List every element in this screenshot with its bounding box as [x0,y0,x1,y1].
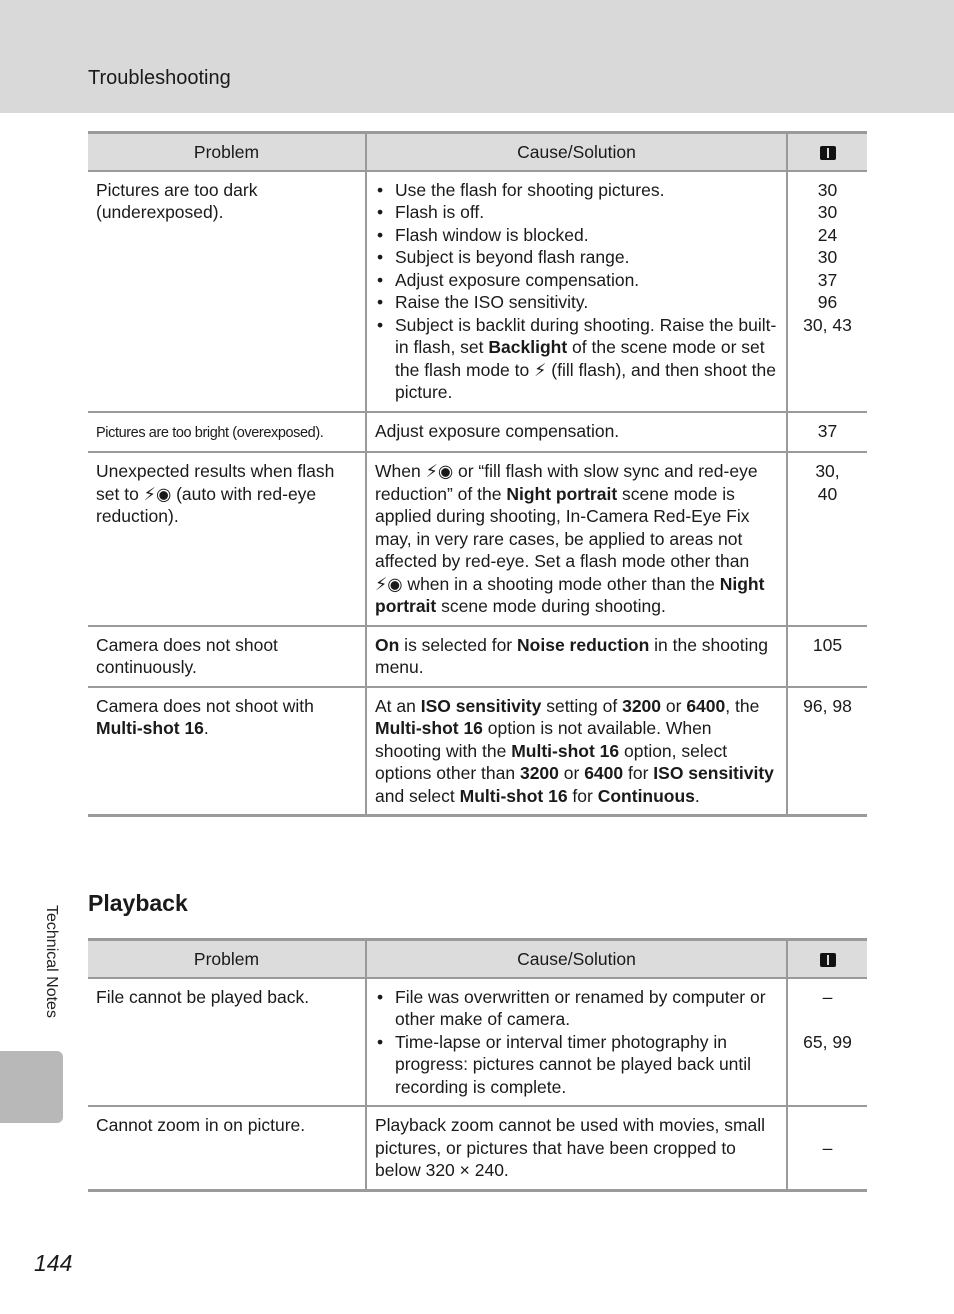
section-title-playback: Playback [88,890,188,916]
page-ref [796,1008,859,1031]
side-thumb-tab [0,1051,63,1123]
problem-cell: Pictures are too dark (underexposed). [88,171,366,412]
cause-cell [366,171,787,412]
table-row [88,978,867,1107]
auto-redeye-flash-icon: ⚡◉ [375,573,403,594]
fill-flash-icon: ⚡ [534,359,547,380]
list-item: • Subject is backlit during shooting. Raise the built-in flash, set Backlight of the scene mode or set the flash mode to ⚡ (fill flash), and then shoot the picture. [375,314,778,404]
page-ref: – [822,986,833,1007]
flash-troubleshooting-table [88,131,867,817]
page-ref: 24 [817,224,838,245]
book-icon [819,951,837,969]
cause-cell: At an ISO sensitivity setting of 3200 or 6400, the Multi-shot 16 option is not available. When shooting with the Multi-shot 16 option, select options other than 3200 or 6400 for ISO sensitivity and select Multi-shot 16 for Continuous. [366,687,787,816]
list-item: • Adjust exposure compensation. [375,269,778,292]
cause-cell: Adjust exposure compensation. [366,412,787,453]
header-band [0,0,954,113]
table-row [88,687,867,816]
cause-cell: On is selected for Noise reduction in the shooting menu. [366,626,787,687]
col-problem-header: Problem [88,133,366,171]
auto-redeye-flash-icon: ⚡◉ [143,483,172,504]
table-header-row [88,133,867,171]
page-ref: 37 [817,269,838,290]
list-item: • File was overwritten or renamed by computer or other make of camera. [375,986,778,1031]
list-item: • Flash window is blocked. [375,224,778,247]
page-ref-cell: 37 [787,412,867,453]
page-ref: 96 [817,292,838,312]
page-ref-cell: 96, 98 [787,687,867,816]
table-row [88,452,867,626]
side-section-label: Technical Notes [43,905,60,1018]
page-ref-cell: – [787,1106,867,1190]
page-ref: 40 [817,483,838,504]
problem-cell: File cannot be played back. [88,978,366,1107]
page-ref: 30, [815,461,840,481]
col-page-header [787,940,867,978]
col-problem-header: Problem [88,940,366,978]
table-row [88,1106,867,1190]
page-ref: 30 [817,202,838,222]
page-ref-cell: 105 [787,626,867,687]
list-item: • Raise the ISO sensitivity. [375,291,778,314]
page-ref-cell [787,978,867,1107]
page-ref-cell [787,171,867,412]
problem-cell: Cannot zoom in on picture. [88,1106,366,1190]
cause-cell: Playback zoom cannot be used with movies, small pictures, or pictures that have been cropped to below 320 × 240. [366,1106,787,1190]
page-ref: 30 [817,179,838,200]
list-item: • Subject is beyond flash range. [375,246,778,269]
problem-cell: Unexpected results when flash set to ⚡◉ (auto with red-eye reduction). [88,452,366,626]
list-item: • Use the flash for shooting pictures. [375,179,778,202]
playback-troubleshooting-table [88,938,867,1192]
col-cause-header: Cause/Solution [366,940,787,978]
table-header-row [88,940,867,978]
table-row [88,171,867,412]
page-ref-cell [787,452,867,626]
cause-cell: When ⚡◉ or “fill flash with slow sync and red-eye reduction” of the Night portrait scene mode is applied during shooting, In-Camera Red-Eye Fix may, in very rare cases, be applied to areas not affected by red-eye. Set a flash mode other than ⚡◉ when in a shooting mode other than the Night portrait scene mode during shooting. [366,452,787,626]
page-number: 144 [34,1250,73,1276]
page-header-title: Troubleshooting [88,67,231,89]
problem-cell: Pictures are too bright (overexposed). [88,412,366,453]
problem-cell: Camera does not shoot continuously. [88,626,366,687]
page-ref: 65, 99 [803,1031,852,1052]
col-cause-header: Cause/Solution [366,133,787,171]
table-row [88,412,867,453]
list-item: • Time-lapse or interval timer photography in progress: pictures cannot be played back until recording is complete. [375,1031,778,1099]
problem-cell: Camera does not shoot with Multi-shot 16. [88,687,366,816]
page-ref: 30, 43 [803,314,852,335]
table-row [88,626,867,687]
auto-redeye-flash-icon: ⚡◉ [425,461,454,481]
list-item: • Flash is off. [375,201,778,224]
book-icon [819,144,837,162]
cause-cell [366,978,787,1107]
page-ref: 30 [817,247,838,267]
col-page-header [787,133,867,171]
